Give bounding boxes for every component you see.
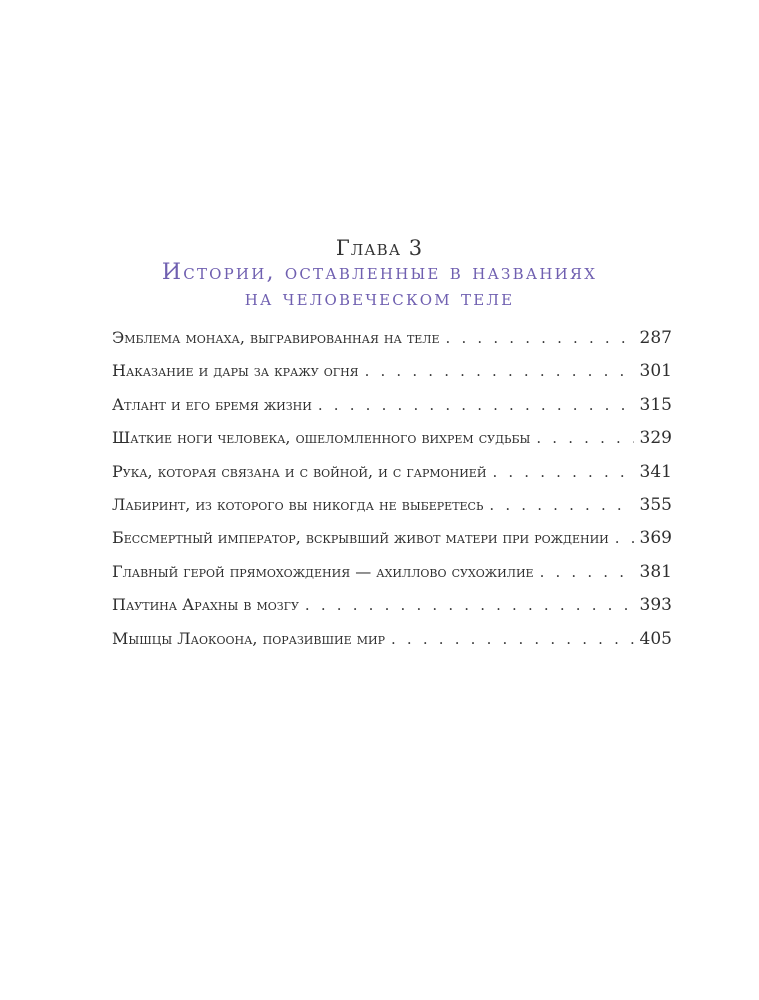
toc-entry-title: Паутина Арахны в мозгу <box>112 595 299 615</box>
toc-entry-title: Наказание и дары за кражу огня <box>112 361 359 381</box>
toc-entry[interactable] <box>112 562 672 595</box>
chapter-title-line-1: Истории, оставленные в названиях <box>161 260 598 285</box>
toc-entry[interactable] <box>112 495 672 528</box>
toc-entry-page: 381 <box>639 561 672 582</box>
chapter-title-line-2: на человеческом теле <box>244 286 515 311</box>
toc-dot-leader <box>391 630 634 648</box>
toc-entry-title: Лабиринт, из которого вы никогда не выберетесь <box>112 494 484 514</box>
toc-entry-title: Мышцы Лаокоона, поразившие мир <box>112 628 385 648</box>
chapter-title <box>0 260 759 312</box>
toc-entry-page: 369 <box>639 528 672 549</box>
toc-entry-page: 405 <box>639 628 672 649</box>
toc-entry-title: Шаткие ноги человека, ошеломленного вихрем судьбы <box>112 428 531 448</box>
table-of-contents <box>112 328 672 662</box>
toc-dot-leader <box>492 463 633 481</box>
toc-dot-leader <box>305 596 634 614</box>
chapter-label: Глава 3 <box>335 236 424 260</box>
toc-entry[interactable] <box>112 328 672 361</box>
toc-entry-page: 287 <box>639 328 672 348</box>
toc-entry[interactable] <box>112 629 672 662</box>
toc-entry[interactable] <box>112 528 672 561</box>
toc-entry[interactable] <box>112 462 672 495</box>
toc-entry[interactable] <box>112 361 672 394</box>
toc-entry-page: 315 <box>639 394 672 415</box>
toc-entry-title: Атлант и его бремя жизни <box>112 394 312 414</box>
toc-entry-page: 393 <box>639 595 672 616</box>
toc-entry-title: Бессмертный император, вскрывший живот матери при рождении <box>112 528 609 548</box>
toc-entry-page: 355 <box>639 494 672 515</box>
toc-entry-page: 329 <box>639 428 672 449</box>
toc-entry-page: 341 <box>639 461 672 482</box>
toc-entry-page: 301 <box>639 361 672 382</box>
toc-entry[interactable] <box>112 428 672 461</box>
toc-dot-leader <box>615 529 634 547</box>
toc-entry-title: Главный герой прямохождения — ахиллово сухожилие <box>112 561 534 581</box>
toc-dot-leader <box>540 563 634 581</box>
toc-dot-leader <box>365 362 634 380</box>
toc-entry-title: Рука, которая связана и с войной, и с гармонией <box>112 461 487 481</box>
toc-entry[interactable] <box>112 595 672 628</box>
toc-dot-leader <box>318 396 634 414</box>
toc-dot-leader <box>446 329 634 347</box>
toc-dot-leader <box>489 496 633 514</box>
toc-dot-leader <box>536 429 633 447</box>
toc-entry[interactable] <box>112 395 672 428</box>
toc-entry-title: Эмблема монаха, выгравированная на теле <box>112 328 440 347</box>
